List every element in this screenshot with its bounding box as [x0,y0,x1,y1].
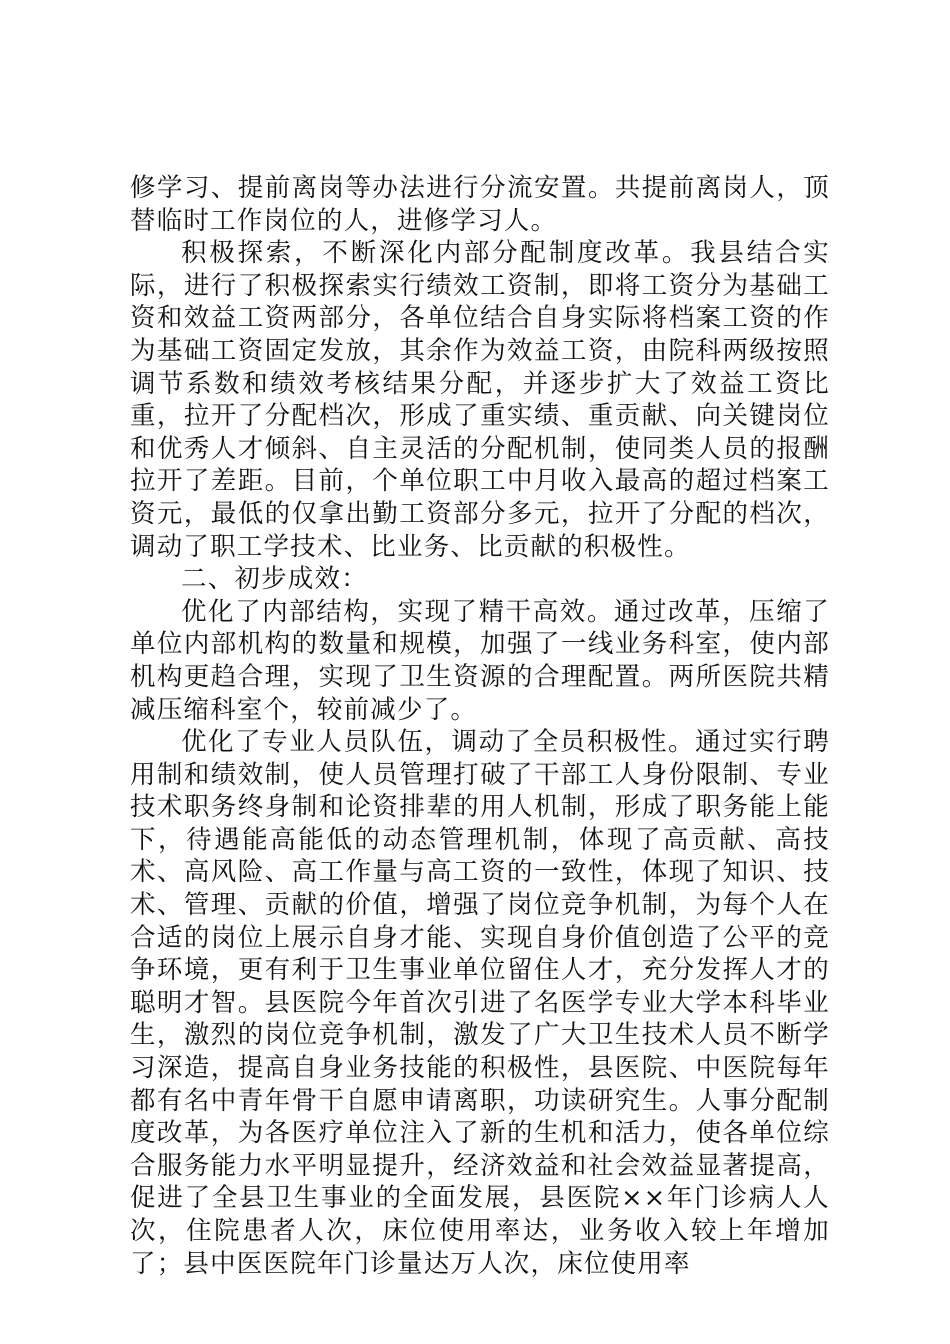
paragraph-2: 积极探索，不断深化内部分配制度改革。我县结合实际，进行了积极探索实行绩效工资制，即将工资分为基础工资和效益工资两部分，各单位结合自身实际将档案工资的作为基础工资固定发放，其余作为效益工资，由院科两级按照调节系数和绩效考核结果分配，并逐步扩大了效益工资比重，拉开了分配档次，形成了重实绩、重贡献、向关键岗位和优秀人才倾斜、自主灵活的分配机制，使同类人员的报酬拉开了差距。目前，个单位职工中月收入最高的超过档案工资元，最低的仅拿出勤工资部分多元，拉开了分配的档次，调动了职工学技术、比业务、比贡献的积极性。 [130,238,830,562]
document-body [130,172,830,1280]
paragraph-4: 优化了专业人员队伍，调动了全员积极性。通过实行聘用制和绩效制，使人员管理打破了干部工人身份限制、专业技术职务终身制和论资排辈的用人机制，形成了职务能上能下，待遇能高能低的动态管理机制，体现了高贡献、高技术、高风险、高工作量与高工资的一致性，体现了知识、技术、管理、贡献的价值，增强了岗位竞争机制，为每个人在合适的岗位上展示自身才能、实现自身价值创造了公平的竞争环境，更有利于卫生事业单位留住人才，充分发挥人才的聪明才智。县医院今年首次引进了名医学专业大学本科毕业生，激烈的岗位竞争机制，激发了广大卫生技术人员不断学习深造，提高自身业务技能的积极性，县医院、中医院每年都有名中青年骨干自愿申请离职，功读研究生。人事分配制度改革，为各医疗单位注入了新的生机和活力，使各单位综合服务能力水平明显提升，经济效益和社会效益显著提高，促进了全县卫生事业的全面发展，县医院××年门诊病人人次，住院患者人次，床位使用率达，业务收入较上年增加了；县中医医院年门诊量达万人次，床位使用率 [130,727,830,1279]
paragraph-1: 修学习、提前离岗等办法进行分流安置。共提前离岗人，顶替临时工作岗位的人，进修学习人。 [130,173,830,236]
section-heading: 二、初步成效： [181,564,368,595]
paragraph-3: 优化了内部结构，实现了精干高效。通过改革，压缩了单位内部机构的数量和规模，加强了一线业务科室，使内部机构更趋合理，实现了卫生资源的合理配置。两所医院共精减压缩科室个，较前减少了。 [130,596,830,725]
